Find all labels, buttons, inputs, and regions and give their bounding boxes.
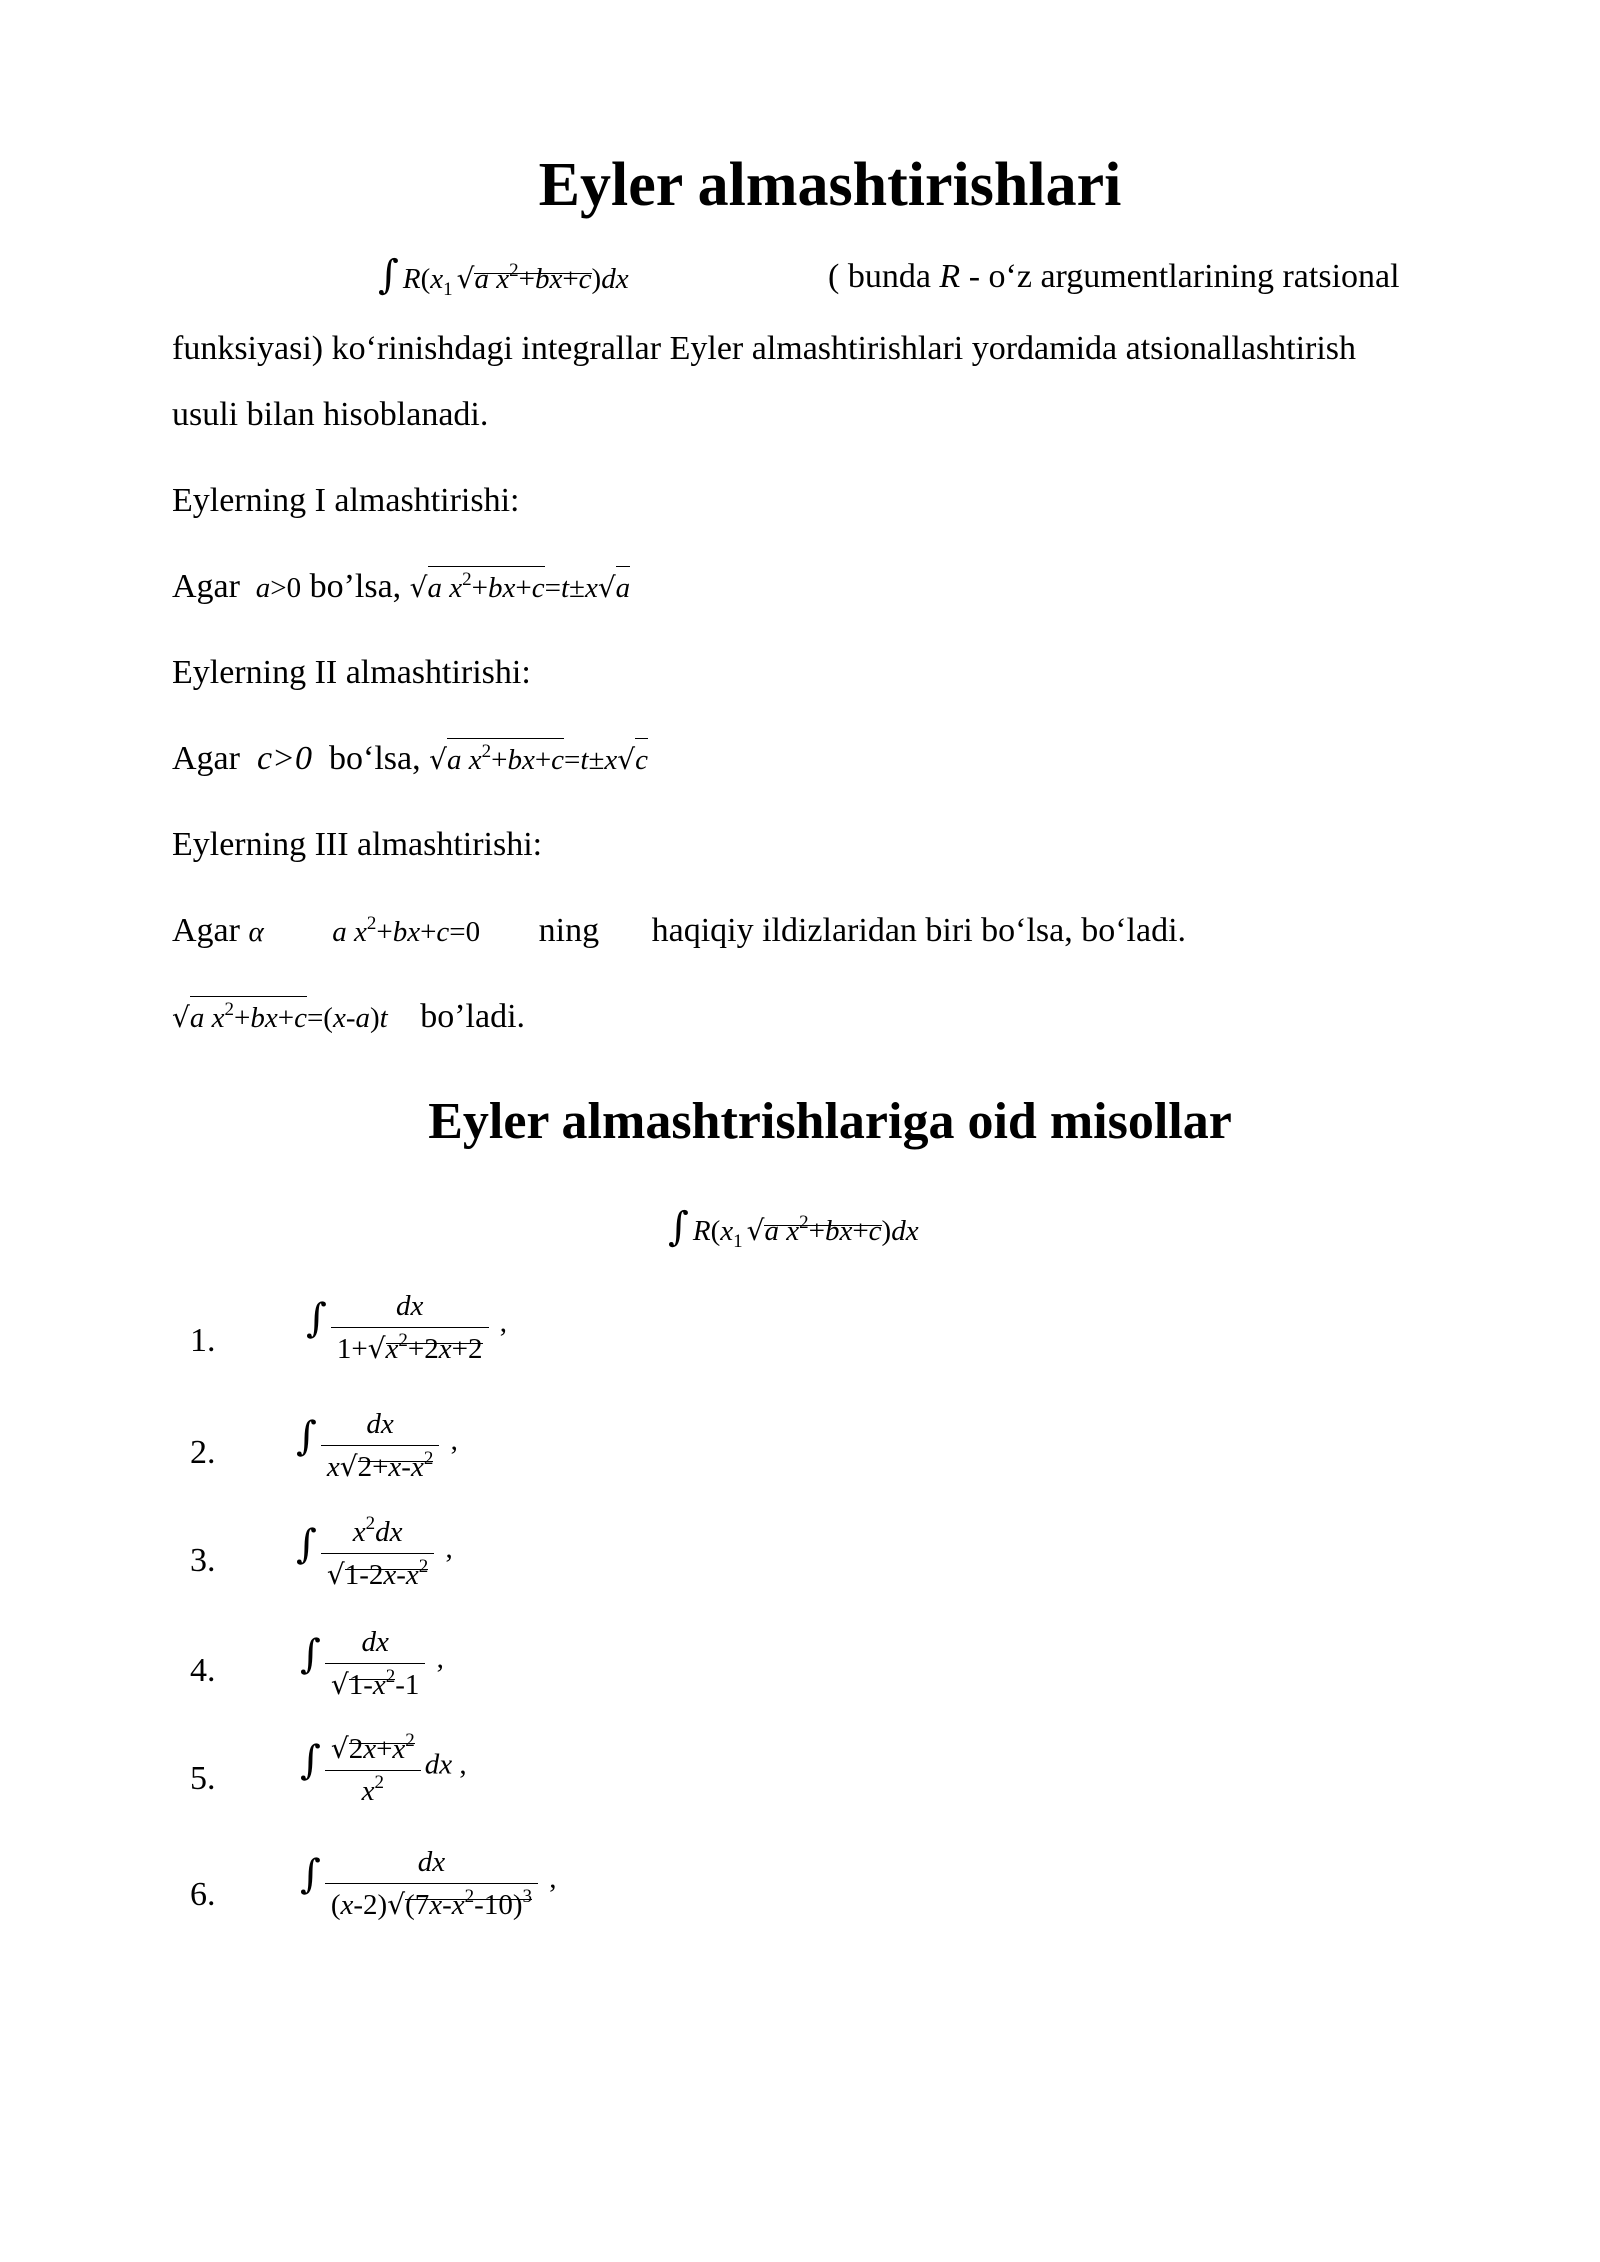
example-1-integral: ∫ $\frac{dx}{1+√x2+2x+2}$ , [306, 1290, 508, 1365]
examples-formula: ∫ R(x1 √a x2+bx+c)dx [668, 1204, 919, 1252]
second-substitution-heading: Eylerning II almashtirishi: [172, 654, 531, 691]
examples-title: Eyler almashtrishlariga oid misollar [428, 1093, 1232, 1150]
intro-R: R [939, 258, 961, 295]
second-substitution-line: Agar c>0 bo‘lsa, √a $x^2+bx+c=t\pm x√c$ [172, 740, 648, 777]
example-2-label: 2. [190, 1434, 216, 1471]
example-3-integral: ∫ $\frac{x2dx}{√1-2x-x2}$ , [296, 1513, 453, 1591]
example-2-integral: ∫ $\frac{dx}{x√2+x-x2}$ , [296, 1408, 458, 1483]
first-substitution-line: Agar a>0 bo’lsa, √a $x^2+bx+c=t\pm x√a$ [172, 568, 631, 605]
third-substitution-line: Agar α a $x^2+bx+c=0$ ning haqiqiy ildizlaridan biri bo‘lsa, bo‘ladi. [172, 912, 1187, 949]
example-5-label: 5. [190, 1760, 216, 1797]
third-substitution-heading: Eylerning III almashtirishi: [172, 826, 543, 863]
intro-line-3: usuli bilan hisoblanadi. [172, 396, 489, 433]
intro-line-2: funksiyasi) ko‘rinishdagi integrallar Eyler almashtirishlari yordamida atsionallashtirish [172, 330, 1357, 367]
third-substitution-formula: √a $x^2+bx+c=(x-a)t$ bo’ladi. [172, 998, 526, 1035]
example-3-label: 3. [190, 1542, 216, 1579]
intro-formula: ∫ R(x1 √a x2+bx+c)dx [378, 252, 629, 300]
intro-paren-text: ( bunda R - o‘z argumentlarining ratsional [828, 258, 1400, 295]
first-substitution-heading: Eylerning I almashtirishi: [172, 482, 520, 519]
example-4-integral: ∫ $\frac{dx}{√1-x2-1}$ , [300, 1626, 444, 1701]
example-5-integral: ∫ $\frac{√2x+x2}{x2}$ dx , [300, 1730, 467, 1807]
example-4-label: 4. [190, 1652, 216, 1689]
example-6-label: 6. [190, 1876, 216, 1913]
example-6-integral: ∫ $\frac{dx}{(x-2)√(7x-x2-10)3}$ , [300, 1846, 557, 1921]
page-title: Eyler almashtirishlari [538, 151, 1122, 219]
example-1-label: 1. [190, 1322, 216, 1359]
